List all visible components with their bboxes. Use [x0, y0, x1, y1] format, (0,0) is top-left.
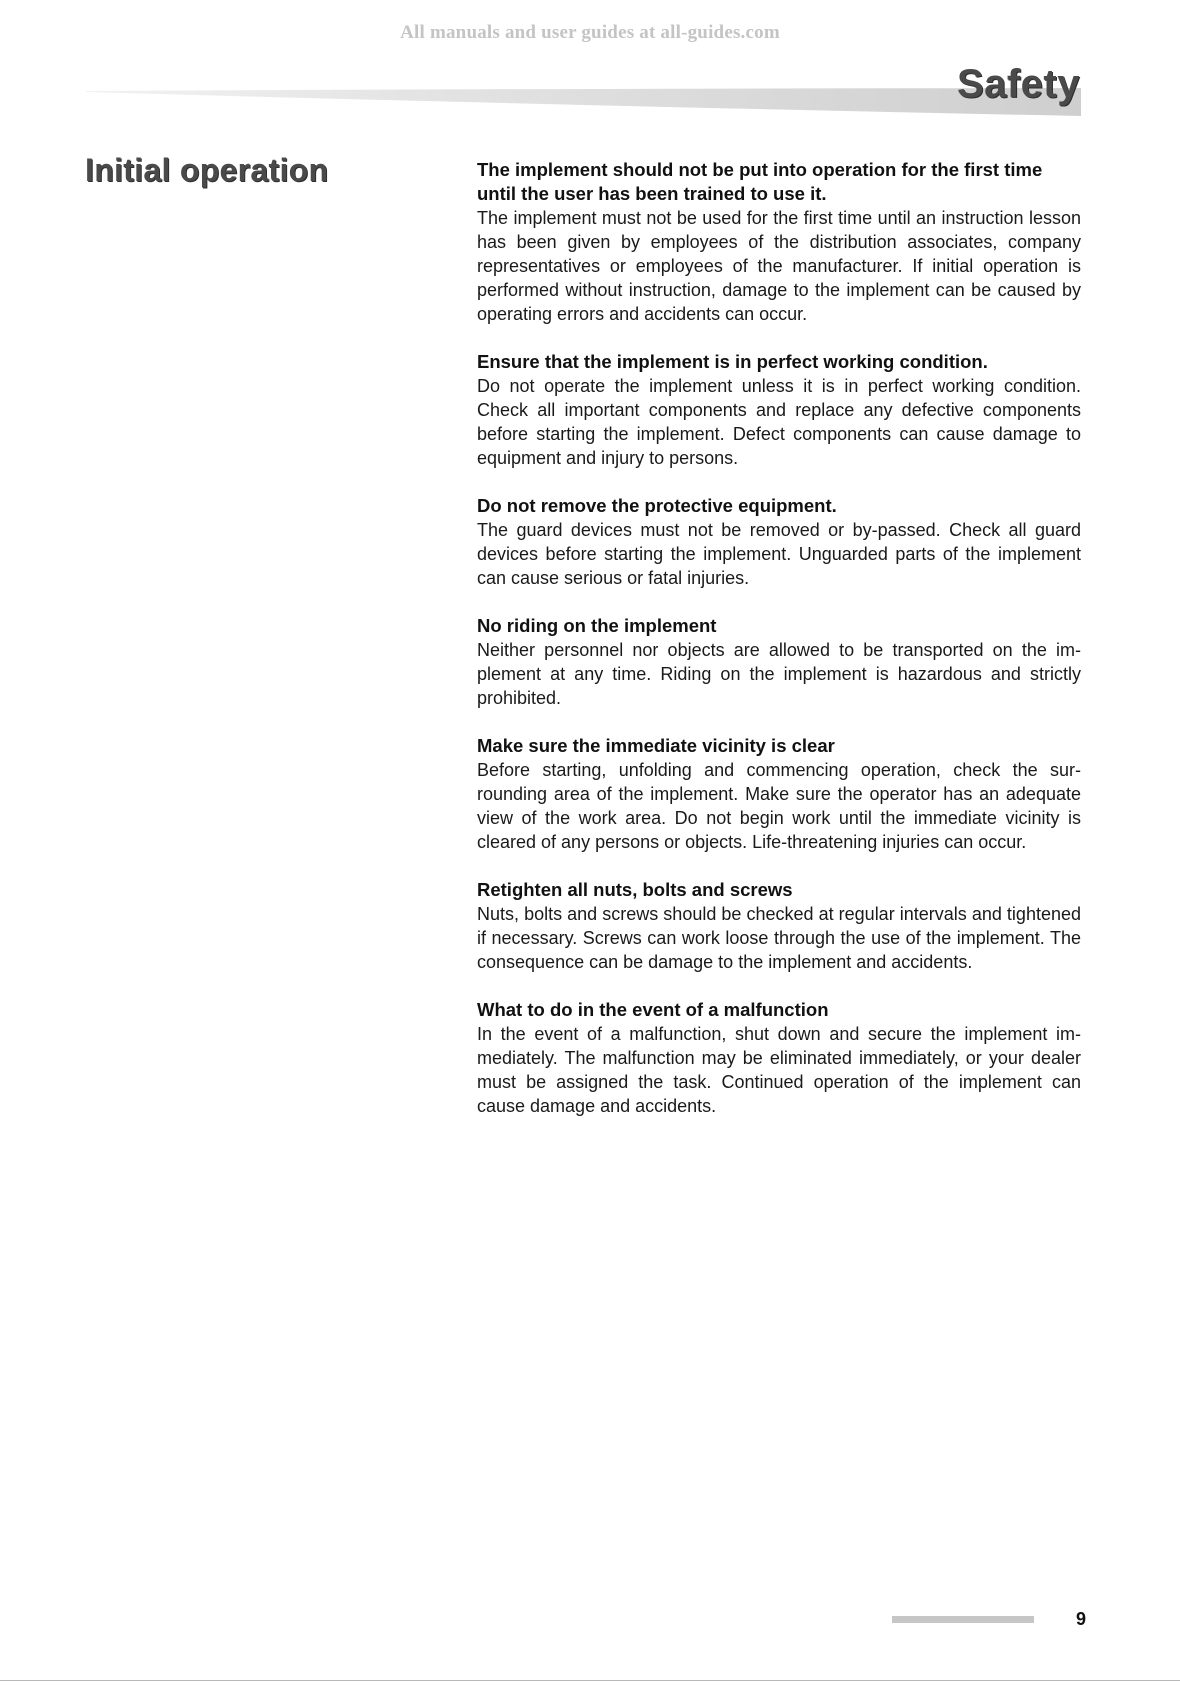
content-block	[477, 998, 1081, 1118]
block-heading: Retighten all nuts, bolts and screws	[477, 879, 793, 900]
content-block	[477, 614, 1081, 710]
content-block	[477, 878, 1081, 974]
block-heading: Do not remove the protective equipment.	[477, 495, 837, 516]
block-body: Do not operate the implement unless it is in perfect working condition. Check all important components and replace any defective components before starting the implement. Defect components can cause damage to equipment and injury to persons.	[477, 376, 1081, 468]
block-body: Neither personnel nor objects are allowed to be transported on the implement at any time. Riding on the implement is hazardous and strictly prohibited.	[477, 640, 1081, 708]
header-swoosh-bar	[86, 86, 1081, 116]
content-column	[477, 158, 1081, 1142]
block-body: The guard devices must not be removed or by-passed. Check all guard devices before starting the implement. Unguarded parts of the implement can cause serious or fatal injuries.	[477, 520, 1081, 588]
content-block	[477, 350, 1081, 470]
block-body: In the event of a malfunction, shut down and secure the implement immediately. The malfunction may be eliminated immediately, or your dealer must be assigned the task. Continued operation of the implement can cause damage and accidents.	[477, 1024, 1081, 1116]
block-heading: No riding on the implement	[477, 615, 717, 636]
block-body: The implement must not be used for the first time until an instruction lesson has been given by employees of the distribution associates, company representatives or employees of the manufacturer. If initial operation is performed without instruction, damage to the implement can be caused by operating errors and accidents can occur.	[477, 208, 1081, 324]
block-body: Before starting, unfolding and commencing operation, check the surrounding area of the implement. Make sure the operator has an adequate view of the work area. Do not begin work until the immediate vicinity is cleared of any persons or objects. Life-threatening injuries can occur.	[477, 760, 1081, 852]
block-body: Nuts, bolts and screws should be checked at regular intervals and tightened if necessary. Screws can work loose through the use of the implement. The consequence can be damage to the implement and accidents.	[477, 904, 1081, 972]
page-bottom-divider	[0, 1680, 1180, 1681]
block-heading: What to do in the event of a malfunction	[477, 999, 829, 1020]
block-heading: Ensure that the implement is in perfect working condition.	[477, 351, 988, 372]
block-heading: The implement should not be put into operation for the first time until the user has been trained to use it.	[477, 159, 1043, 204]
content-block	[477, 734, 1081, 854]
block-heading: Make sure the immediate vicinity is clear	[477, 735, 835, 756]
side-heading: Initial operation	[85, 152, 329, 188]
watermark-text: All manuals and user guides at all-guides.com	[400, 22, 780, 43]
page-number: 9	[1075, 1609, 1086, 1629]
section-title: Safety	[956, 62, 1080, 106]
content-block	[477, 158, 1081, 326]
footer-bar	[892, 1616, 1034, 1623]
content-block	[477, 494, 1081, 590]
